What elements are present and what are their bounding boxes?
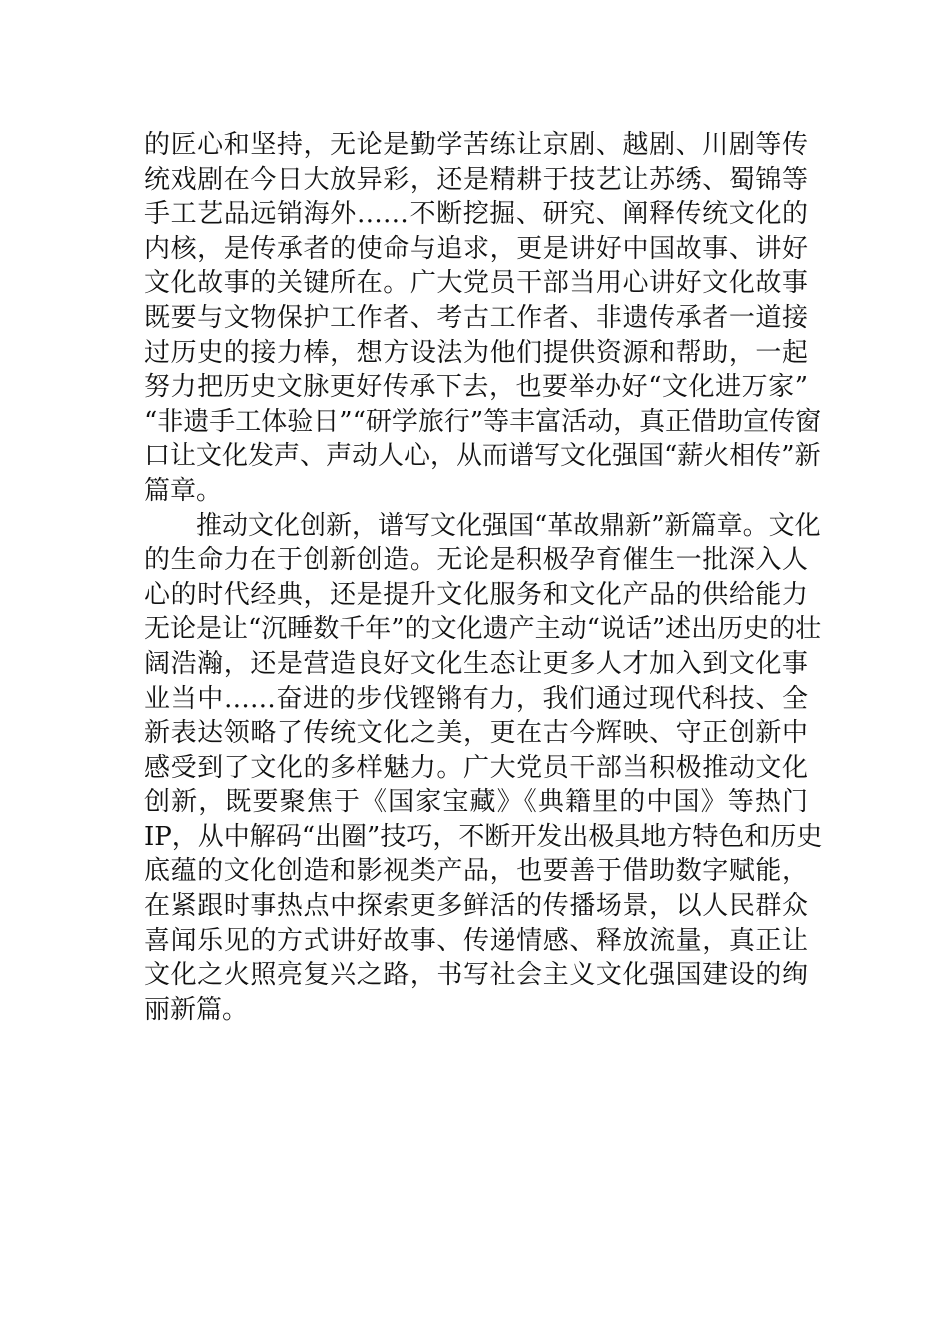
text-line: 的生命力在于创新创造。无论是积极孕育催生一批深入人 [144, 545, 808, 576]
text-line: 无论是让“沉睡数千年”的文化遗产主动“说话”述出历史的壮 [144, 614, 822, 645]
text-line: 的匠心和坚持，无论是勤学苦练让京剧、越剧、川剧等传 [144, 130, 808, 160]
text-line: 文化故事的关键所在。广大党员干部当用心讲好文化故事 [144, 268, 808, 299]
text-line: 篇章。 [144, 475, 223, 506]
text-line: 新表达领略了传统文化之美，更在古今辉映、守正创新中 [144, 718, 808, 749]
text-line: 既要与文物保护工作者、考古工作者、非遗传承者一道接 [144, 302, 808, 333]
text-line: 过历史的接力棒，想方设法为他们提供资源和帮助，一起 [144, 337, 808, 368]
text-line: “非遗手工体验日”“研学旅行”等丰富活动，真正借助宣传窗 [144, 406, 822, 437]
text-line: 创新，既要聚焦于《国家宝藏》《典籍里的中国》等热门 [144, 787, 808, 818]
text-line: 口让文化发声、声动人心，从而谱写文化强国“薪火相传”新 [144, 441, 821, 472]
paragraph-2 [144, 509, 823, 1028]
body-text [144, 128, 823, 1027]
text-line: 手工艺品远销海外……不断挖掘、研究、阐释传统文化的 [144, 199, 808, 230]
text-line: 感受到了文化的多样魅力。广大党员干部当积极推动文化 [144, 752, 808, 783]
text-line: 推动文化创新，谱写文化强国“革故鼎新”新篇章。文化 [196, 510, 821, 541]
text-line: 心的时代经典，还是提升文化服务和文化产品的供给能力 [144, 579, 808, 610]
text-line: 统戏剧在今日大放异彩，还是精耕于技艺让苏绣、蜀锦等 [144, 164, 808, 195]
text-line: IP，从中解码“出圈”技巧，不断开发出极具地方特色和历史 [144, 821, 823, 852]
text-line: 业当中……奋进的步伐铿锵有力，我们通过现代科技、全 [144, 683, 808, 714]
text-line: 喜闻乐见的方式讲好故事、传递情感、释放流量，真正让 [144, 925, 808, 956]
text-line: 努力把历史文脉更好传承下去，也要举办好“文化进万家” [144, 372, 808, 403]
text-line: 阔浩瀚，还是营造良好文化生态让更多人才加入到文化事 [144, 648, 808, 679]
text-line: 底蕴的文化创造和影视类产品，也要善于借助数字赋能， [144, 856, 808, 887]
text-line: 内核，是传承者的使命与追求，更是讲好中国故事、讲好 [144, 233, 808, 264]
text-line: 丽新篇。 [144, 994, 249, 1025]
text-line: 在紧跟时事热点中探索更多鲜活的传播场景，以人民群众 [144, 891, 808, 922]
paragraph-1 [144, 128, 822, 509]
text-line: 文化之火照亮复兴之路，书写社会主义文化强国建设的绚 [144, 960, 808, 991]
